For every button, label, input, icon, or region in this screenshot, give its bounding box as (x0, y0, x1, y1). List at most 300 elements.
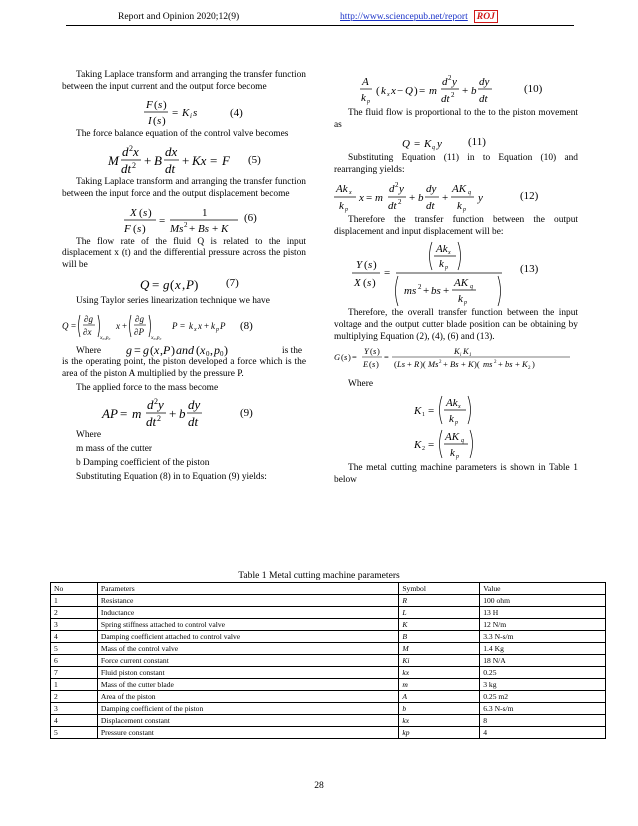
svg-text:dt: dt (146, 414, 157, 430)
equation-13 (334, 240, 578, 308)
journal-url-link[interactable]: http://www.sciencepub.net/report (340, 11, 468, 22)
table-row (51, 727, 606, 739)
svg-text:+: + (212, 222, 219, 235)
svg-text:k: k (381, 85, 386, 97)
svg-text:=: = (180, 321, 186, 332)
table-header-cell: Parameters (97, 583, 398, 595)
svg-text:g: g (126, 343, 132, 358)
svg-text:=: = (172, 107, 179, 120)
parameter-cell: Fluid piston constant (97, 667, 398, 679)
svg-text:∂x: ∂x (83, 327, 92, 338)
svg-text:y: y (399, 182, 404, 195)
svg-text:(: ( (364, 259, 368, 272)
svg-text:x: x (116, 321, 120, 332)
svg-text:AK: AK (445, 431, 460, 444)
svg-text:dx: dx (165, 144, 178, 160)
row-number-cell: 5 (51, 643, 98, 655)
svg-text:bs: bs (505, 359, 513, 370)
svg-text:2: 2 (184, 220, 188, 229)
svg-text:p: p (456, 454, 459, 461)
svg-text:(: ( (196, 343, 200, 358)
overall-transfer-function (334, 345, 578, 371)
equation-9 (62, 396, 306, 430)
svg-text:dt: dt (388, 199, 397, 212)
svg-text:2: 2 (439, 360, 442, 366)
where-operating-point-line (62, 343, 306, 357)
value-cell: 0.25 m2 (480, 691, 606, 703)
left-paragraph-8: Substituting Equation (8) in to Equation (9) yields: (76, 471, 267, 482)
left-paragraph-7: The applied force to the mass become (76, 382, 219, 393)
right-paragraph-3: Therefore the transfer function between the output displacement and input displacement will be: (334, 214, 578, 237)
svg-text:): ) (377, 346, 380, 357)
svg-text:2: 2 (398, 197, 402, 206)
right-paragraph-4: Therefore, the overall transfer function between the input voltage and the output cutter blade position can be obtaining by multiplying Equation (2), (4), (6) and (13). (334, 308, 578, 342)
svg-text:K: K (182, 107, 190, 120)
equation-10 (334, 72, 578, 108)
left-paragraph-2: The force balance equation of the control valve becomes (76, 129, 289, 140)
svg-text:m: m (132, 406, 142, 422)
svg-text:x₀,p₀: x₀,p₀ (100, 335, 111, 342)
svg-text:+: + (423, 285, 430, 298)
equation-7 (62, 274, 306, 296)
right-column (334, 70, 578, 488)
svg-text:+: + (461, 359, 466, 370)
svg-text:2: 2 (157, 414, 161, 424)
svg-text:(: ( (170, 276, 175, 292)
symbol-cell: B (399, 631, 480, 643)
svg-text:p: p (463, 206, 466, 213)
left-where: Where (76, 430, 101, 441)
definition-k2 (334, 427, 578, 463)
table-header-cell: Symbol (399, 583, 480, 595)
svg-text:ms: ms (404, 285, 417, 298)
svg-text:0: 0 (220, 350, 224, 359)
svg-text:=: = (352, 352, 357, 363)
svg-text:Y: Y (364, 346, 369, 357)
svg-text:,: , (210, 343, 213, 358)
right-paragraph-2: Substituting Equation (11) in to Equation (10) and rearranging yields: (334, 153, 578, 176)
svg-text:+: + (442, 191, 449, 204)
svg-text:+: + (443, 359, 448, 370)
value-cell: 1.4 Kg (480, 643, 606, 655)
svg-text:+: + (498, 359, 503, 370)
parameter-cell: Force current constant (97, 655, 398, 667)
left-paragraph-5: Using Taylor series linearization technique we have (76, 295, 270, 306)
svg-text:=: = (384, 267, 391, 280)
svg-text:): ) (142, 222, 146, 235)
svg-text:M: M (108, 153, 119, 169)
svg-text:R: R (414, 359, 420, 370)
header-rule (66, 25, 574, 26)
equation-6-number: (6) (244, 211, 257, 224)
row-number-cell: 2 (51, 607, 98, 619)
svg-text:K: K (221, 222, 229, 235)
definition-b: b Damping coefficient of the piston (76, 457, 210, 468)
svg-text:y: y (158, 397, 164, 413)
svg-text:=: = (152, 276, 160, 292)
table-row (51, 691, 606, 703)
svg-text:k: k (450, 447, 455, 460)
equation-8 (62, 309, 306, 343)
symbol-cell: R (399, 595, 480, 607)
parameters-table (50, 582, 606, 739)
svg-text:p: p (464, 300, 467, 307)
svg-text:x: x (448, 250, 451, 257)
svg-text:dt: dt (188, 414, 199, 430)
svg-text:(: ( (369, 359, 372, 370)
svg-text:x: x (198, 321, 202, 332)
svg-text:∂g: ∂g (84, 314, 93, 325)
equation-4-number: (4) (230, 107, 243, 120)
svg-text:dt: dt (121, 161, 132, 177)
svg-text:P: P (172, 321, 178, 332)
symbol-cell: kx (399, 715, 480, 727)
svg-text:(: ( (154, 99, 158, 112)
table-title: Table 1 Metal cutting machine parameters (238, 570, 400, 581)
table-row (51, 595, 606, 607)
svg-text:y: y (478, 191, 483, 204)
equation-5 (62, 143, 306, 177)
value-cell: 18 N/A (480, 655, 606, 667)
equation-13-number: (13) (520, 263, 539, 276)
svg-text:x: x (200, 343, 206, 358)
svg-text:2: 2 (494, 360, 497, 366)
svg-text:(: ( (394, 359, 397, 370)
svg-text:=: = (384, 352, 389, 363)
svg-text:i: i (460, 353, 462, 359)
left-paragraph-6: is the operating point, the piston developed a force which is the area of the piston A multiplied by the pressure P. (62, 357, 306, 380)
svg-text:1: 1 (422, 412, 425, 419)
svg-text:x: x (391, 85, 396, 97)
svg-text:+: + (407, 359, 412, 370)
svg-text:P: P (163, 343, 171, 358)
right-paragraph-5: The metal cutting machine parameters is shown in Table 1 below (334, 463, 578, 485)
svg-text:F: F (222, 153, 230, 169)
svg-text:d: d (122, 144, 129, 160)
svg-text:−: − (397, 85, 404, 97)
equation-9-number: (9) (240, 407, 253, 420)
svg-text:AK: AK (454, 277, 469, 290)
svg-text:bs: bs (431, 285, 441, 298)
svg-text:): ) (148, 206, 152, 219)
svg-text:2: 2 (129, 144, 133, 154)
svg-text:k: k (211, 321, 215, 332)
row-number-cell: 1 (51, 679, 98, 691)
svg-text:+: + (182, 153, 190, 169)
svg-text:K: K (454, 346, 460, 357)
svg-text:Q: Q (140, 276, 150, 292)
equation-4 (62, 95, 306, 129)
svg-text:ms: ms (483, 359, 493, 370)
svg-text:1: 1 (469, 353, 472, 359)
svg-text:2: 2 (448, 74, 452, 82)
value-cell: 3 kg (480, 679, 606, 691)
svg-text:Y: Y (356, 259, 363, 272)
svg-text:and: and (176, 343, 194, 358)
svg-text:2: 2 (154, 397, 158, 407)
parameter-cell: Mass of the cutter blade (97, 679, 398, 691)
left-column (62, 70, 306, 485)
svg-text:d: d (442, 76, 448, 88)
svg-text:s: s (158, 99, 163, 112)
parameter-cell: Mass of the control valve (97, 643, 398, 655)
svg-text:AP: AP (102, 406, 118, 422)
svg-text:k: k (361, 92, 366, 104)
row-number-cell: 3 (51, 703, 98, 715)
svg-text:Ak: Ak (446, 397, 458, 410)
value-cell: 12 N/m (480, 619, 606, 631)
svg-text:m: m (375, 191, 383, 204)
svg-text:b: b (179, 406, 186, 422)
svg-text:=: = (210, 153, 218, 169)
svg-text:2: 2 (528, 366, 531, 372)
parameter-cell: Damping coefficient of the piston (97, 703, 398, 715)
svg-text:AK: AK (452, 182, 467, 195)
table-header-row (51, 583, 606, 595)
svg-text:q: q (468, 189, 471, 196)
symbol-cell: L (399, 607, 480, 619)
svg-text:Ak: Ak (336, 182, 348, 195)
svg-text:+: + (443, 285, 450, 298)
svg-text:2: 2 (422, 446, 425, 453)
svg-text:s: s (368, 259, 373, 272)
equation-8-number: (8) (240, 320, 253, 333)
equation-11-number: (11) (468, 136, 486, 149)
svg-text:s: s (344, 352, 348, 363)
svg-text:B: B (154, 153, 162, 169)
equation-6 (62, 203, 306, 237)
svg-text:s: s (367, 277, 372, 290)
svg-text:Ls: Ls (397, 359, 406, 370)
svg-text:=: = (414, 138, 421, 151)
equation-12-number: (12) (520, 189, 539, 202)
svg-text:): ) (532, 359, 535, 370)
svg-text:s: s (372, 359, 376, 370)
svg-text:=: = (428, 439, 435, 452)
svg-text:=: = (71, 321, 77, 332)
svg-text:k: k (458, 293, 463, 306)
svg-text:(: ( (341, 352, 344, 363)
svg-text:K: K (414, 405, 422, 418)
svg-text:Kx: Kx (192, 153, 207, 169)
svg-text:dy: dy (426, 182, 437, 195)
row-number-cell: 7 (51, 667, 98, 679)
value-cell: 4 (480, 727, 606, 739)
parameter-cell: Spring stiffness attached to control valve (97, 619, 398, 631)
value-cell: 8 (480, 715, 606, 727)
parameter-cell: Damping coefficient attached to control valve (97, 631, 398, 643)
svg-text:y: y (452, 76, 457, 88)
symbol-cell: Ki (399, 655, 480, 667)
svg-text:+: + (515, 359, 520, 370)
svg-text:)(: )( (474, 359, 480, 370)
svg-text:=: = (120, 406, 128, 422)
svg-text:+: + (122, 321, 128, 332)
table-row (51, 607, 606, 619)
svg-text:)(: )( (420, 359, 426, 370)
journal-header: Report and Opinion 2020;12(9) (118, 11, 240, 22)
svg-text:(: ( (150, 343, 154, 358)
svg-text:d: d (389, 182, 395, 195)
svg-text:x₀,p₀: x₀,p₀ (151, 335, 162, 342)
where-label: Where (76, 346, 101, 357)
equation-11 (334, 133, 578, 153)
svg-text:): ) (162, 115, 166, 128)
svg-text:0: 0 (206, 350, 210, 359)
svg-text:(: ( (376, 85, 380, 97)
svg-text:dt: dt (441, 93, 450, 105)
svg-text:p: p (445, 265, 448, 272)
table-row (51, 703, 606, 715)
svg-text:y: y (437, 138, 442, 151)
row-number-cell: 4 (51, 715, 98, 727)
symbol-cell: K (399, 619, 480, 631)
svg-text:dy: dy (188, 397, 201, 413)
row-number-cell: 1 (51, 595, 98, 607)
svg-text:): ) (414, 85, 418, 97)
value-cell: 6.3 N-s/m (480, 703, 606, 715)
svg-text:dt: dt (426, 199, 435, 212)
svg-text:K: K (468, 359, 474, 370)
parameter-cell: Inductance (97, 607, 398, 619)
symbol-cell: kx (399, 667, 480, 679)
table-row (51, 655, 606, 667)
parameter-cell: Displacement constant (97, 715, 398, 727)
svg-text:x: x (359, 191, 364, 204)
svg-text:dt: dt (165, 161, 176, 177)
svg-text:K: K (424, 138, 432, 151)
value-cell: 100 ohm (480, 595, 606, 607)
svg-text:q: q (461, 438, 464, 445)
svg-text:K: K (522, 359, 528, 370)
table-row (51, 667, 606, 679)
svg-text:q: q (470, 284, 473, 291)
svg-text:k: k (339, 199, 344, 212)
svg-text:s: s (193, 107, 198, 120)
svg-text:∂g: ∂g (135, 314, 144, 325)
svg-text:=: = (428, 405, 435, 418)
right-paragraph-1: The fluid flow is proportional to the to the piston movement as (334, 108, 578, 130)
table-row (51, 715, 606, 727)
svg-text:p: p (345, 206, 348, 213)
equation-7-number: (7) (226, 276, 239, 289)
symbol-cell: kp (399, 727, 480, 739)
svg-text:2: 2 (418, 283, 422, 292)
svg-text:2: 2 (395, 180, 399, 189)
svg-text:Q: Q (62, 321, 69, 332)
row-number-cell: 6 (51, 655, 98, 667)
svg-text:Bs: Bs (198, 222, 209, 235)
table-header-cell: No (51, 583, 98, 595)
svg-text:): ) (163, 99, 167, 112)
svg-text:P: P (186, 276, 194, 292)
svg-text:k: k (449, 413, 454, 426)
svg-text:g: g (163, 276, 170, 292)
svg-text:b: b (418, 191, 424, 204)
svg-text:+: + (462, 85, 469, 97)
svg-text:F: F (124, 222, 131, 235)
svg-text:Ak: Ak (436, 243, 448, 256)
where-is-the: is the (282, 346, 303, 357)
equation-5-number: (5) (248, 154, 261, 167)
svg-text:x: x (175, 276, 181, 292)
row-number-cell: 4 (51, 631, 98, 643)
svg-text:s: s (137, 222, 142, 235)
svg-text:X: X (354, 277, 361, 290)
svg-text:(: ( (133, 222, 137, 235)
svg-text:(: ( (139, 206, 143, 219)
svg-text:dt: dt (479, 93, 488, 105)
svg-text:): ) (348, 352, 351, 363)
svg-text:+: + (169, 406, 177, 422)
value-cell: 0.25 (480, 667, 606, 679)
svg-text:=: = (366, 191, 373, 204)
svg-text:b: b (471, 85, 477, 97)
svg-text:d: d (147, 397, 154, 413)
svg-text:dy: dy (479, 76, 490, 88)
svg-text:I: I (148, 115, 152, 128)
definition-m: m mass of the cutter (76, 444, 153, 455)
svg-text:x: x (387, 92, 390, 98)
svg-text:K: K (463, 346, 469, 357)
roj-badge: ROJ (474, 10, 498, 23)
svg-text:x: x (194, 327, 197, 334)
parameter-cell: Pressure constant (97, 727, 398, 739)
svg-text:g: g (143, 343, 149, 358)
equation-12 (334, 179, 578, 215)
svg-text:=: = (159, 214, 166, 227)
svg-text:(: ( (363, 277, 367, 290)
left-paragraph-4: The flow rate of the fluid Q is related to the input displacement x (t) and the differential pressure across the piston will be (62, 236, 306, 270)
svg-text:Ms: Ms (170, 222, 184, 235)
svg-text:p: p (367, 99, 370, 105)
svg-text:,: , (160, 343, 163, 358)
svg-text:P: P (220, 321, 226, 332)
svg-text:k: k (189, 321, 193, 332)
svg-text:X: X (130, 206, 137, 219)
svg-text:Bs: Bs (450, 359, 459, 370)
svg-text:(: ( (370, 346, 373, 357)
table-row (51, 631, 606, 643)
table-row (51, 679, 606, 691)
page-number: 28 (314, 780, 324, 791)
svg-text:A: A (362, 76, 369, 88)
svg-text:1: 1 (202, 206, 208, 219)
parameter-cell: Area of the piston (97, 691, 398, 703)
value-cell: 13 H (480, 607, 606, 619)
svg-text:): ) (376, 359, 379, 370)
svg-text:+: + (189, 222, 196, 235)
parameter-cell: Resistance (97, 595, 398, 607)
journal-url-container (340, 11, 498, 22)
symbol-cell: A (399, 691, 480, 703)
svg-text:+: + (409, 191, 416, 204)
svg-text:x: x (349, 189, 352, 196)
table-header-cell: Value (480, 583, 606, 595)
svg-text:k: k (439, 258, 444, 271)
svg-text:): ) (194, 276, 199, 292)
svg-text:): ) (224, 343, 228, 358)
svg-text:K: K (414, 439, 422, 452)
svg-text:s: s (157, 115, 162, 128)
svg-text:s: s (373, 346, 377, 357)
svg-text:=: = (419, 85, 426, 97)
svg-text:x: x (133, 144, 139, 160)
svg-text:x: x (154, 343, 160, 358)
symbol-cell: M (399, 643, 480, 655)
svg-text:p: p (216, 327, 219, 334)
svg-text:+: + (204, 321, 210, 332)
